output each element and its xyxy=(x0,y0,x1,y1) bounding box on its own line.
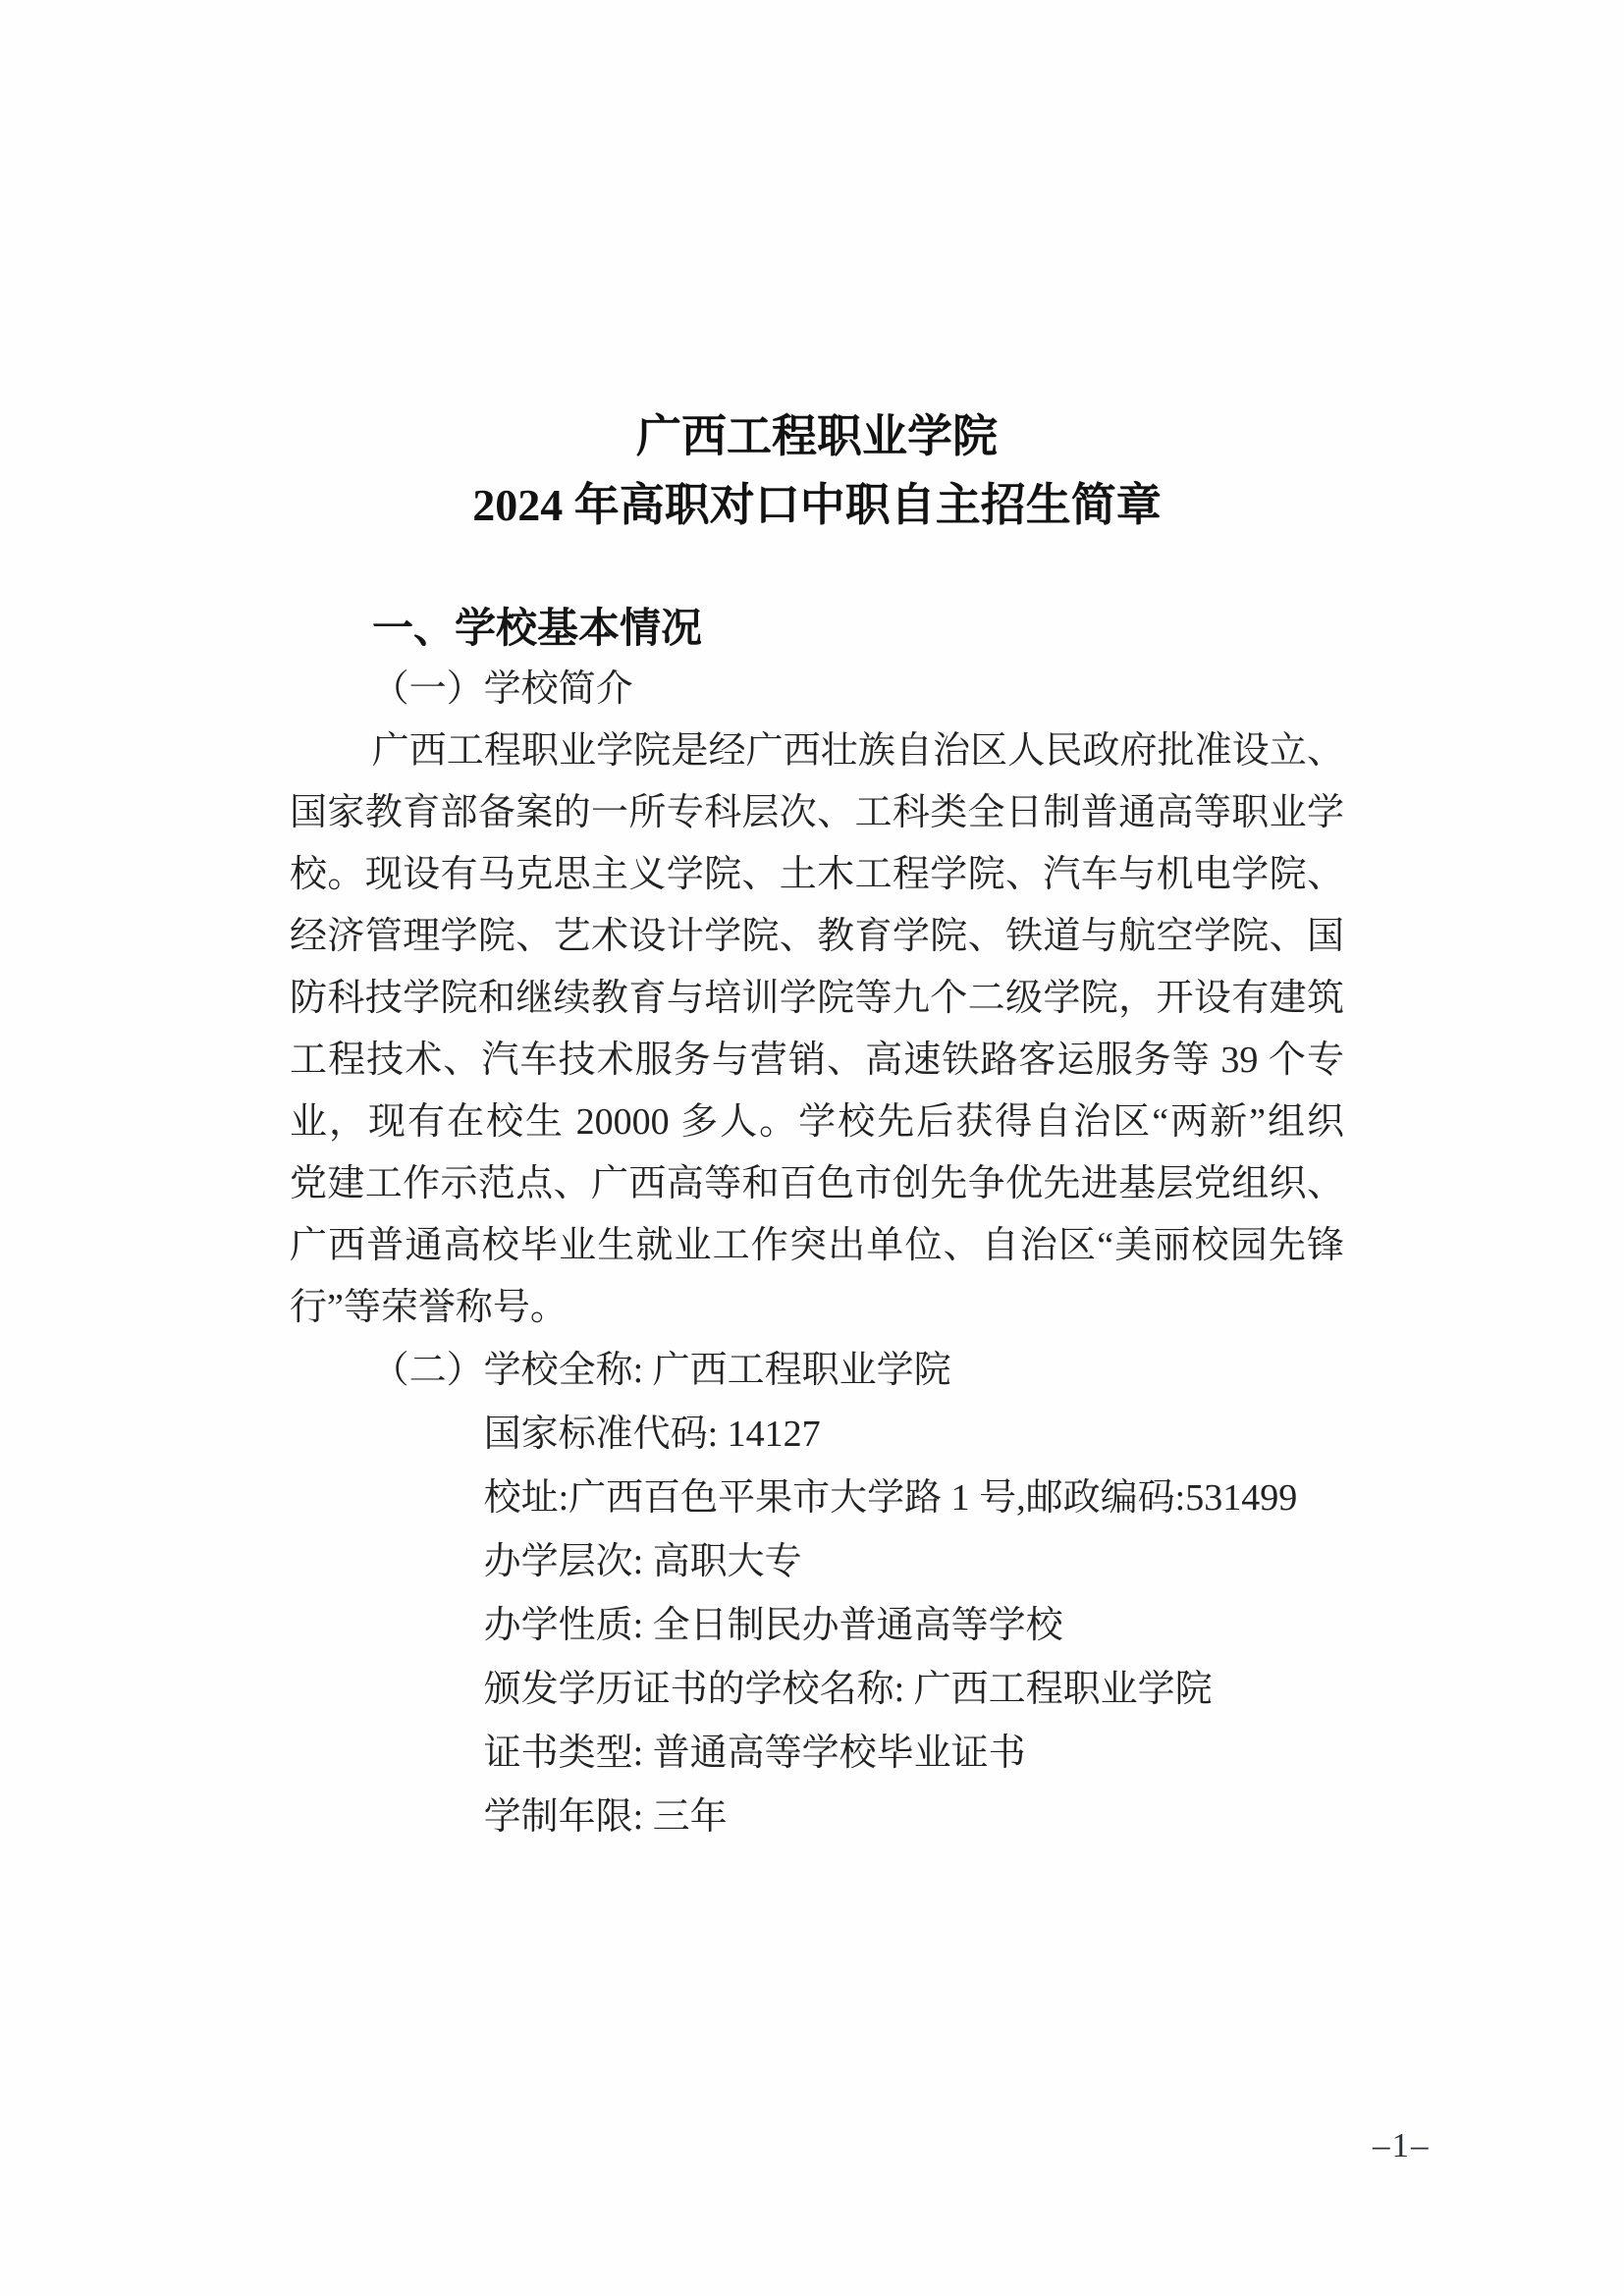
detail-line-school-type: 办学性质: 全日制民办普通高等学校 xyxy=(483,1605,1063,1646)
page-number: –1– xyxy=(1373,2126,1431,2164)
intro-line: 广西工程职业学院是经广西壮族自治区人民政府批准设立、 xyxy=(371,730,1344,772)
detail-line-study-duration: 学制年限: 三年 xyxy=(483,1796,728,1838)
intro-line: 经济管理学院、艺术设计学院、教育学院、铁道与航空学院、国 xyxy=(290,916,1344,957)
intro-line: 行”等荣誉称号。 xyxy=(290,1287,568,1328)
intro-line: 工程技术、汽车技术服务与营销、高速铁路客运服务等 39 个专 xyxy=(290,1040,1344,1081)
intro-line: 防科技学院和继续教育与培训学院等九个二级学院，开设有建筑 xyxy=(290,978,1344,1019)
section-heading-basic-info: 一、学校基本情况 xyxy=(372,605,703,651)
title-line-1: 广西工程职业学院 xyxy=(636,411,998,461)
intro-line: 党建工作示范点、广西高等和百色市创先争优先进基层党组织、 xyxy=(290,1163,1344,1204)
detail-line-address: 校址:广西百色平果市大学路 1 号,邮政编码:531499 xyxy=(483,1477,1298,1519)
intro-line: 业，现有在校生 20000 多人。学校先后获得自治区“两新”组织 xyxy=(290,1101,1344,1143)
detail-line-education-level: 办学层次: 高职大专 xyxy=(483,1541,802,1582)
detail-line-national-code: 国家标准代码: 14127 xyxy=(483,1414,821,1455)
detail-line-certificate-school-name: 颁发学历证书的学校名称: 广西工程职业学院 xyxy=(483,1669,1213,1710)
intro-line: 广西普通高校毕业生就业工作突出单位、自治区“美丽校园先锋 xyxy=(290,1225,1344,1266)
title-line-2: 2024 年高职对口中职自主招生简章 xyxy=(472,480,1162,530)
intro-line: 国家教育部备案的一所专科层次、工科类全日制普通高等职业学 xyxy=(290,792,1344,833)
document-title xyxy=(290,402,1344,540)
intro-line: 校。现设有马克思主义学院、土木工程学院、汽车与机电学院、 xyxy=(290,854,1344,895)
detail-line-certificate-type: 证书类型: 普通高等学校毕业证书 xyxy=(483,1733,1026,1774)
subsection-heading-school-name: （二）学校全称: 广西工程职业学院 xyxy=(371,1350,951,1391)
subsection-heading-school-intro: （一）学校简介 xyxy=(371,668,633,710)
